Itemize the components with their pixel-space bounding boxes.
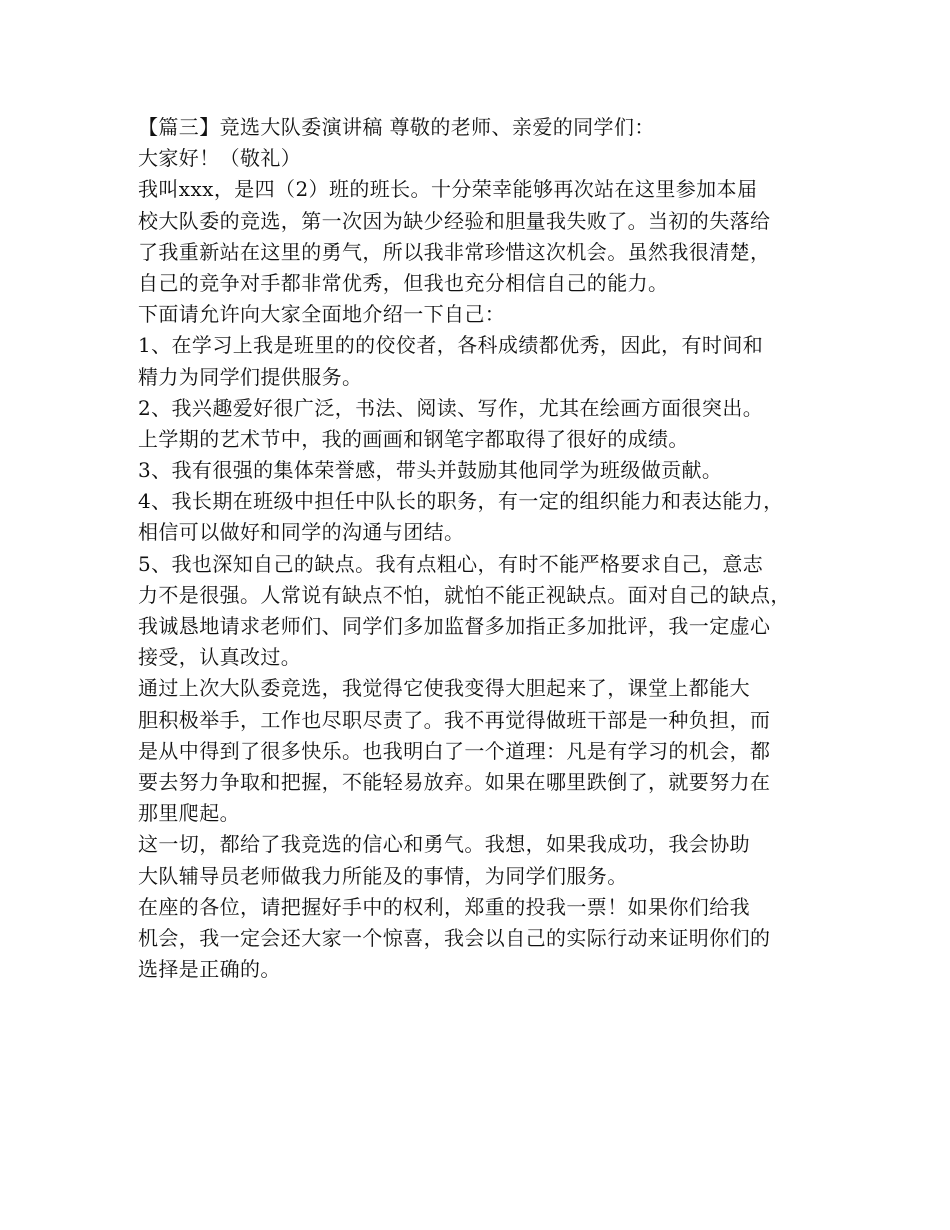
text-line: 自己的竞争对手都非常优秀，但我也充分相信自己的能力。 — [138, 270, 669, 295]
text-line: 校大队委的竞选，第一次因为缺少经验和胆量我失败了。当初的失落给 — [138, 208, 771, 233]
text-line: 下面请允许向大家全面地介绍一下自己： — [138, 302, 506, 327]
text-line: 4、我长期在班级中担任中队长的职务，有一定的组织能力和表达能力， — [138, 489, 784, 514]
text-line: 1、在学习上我是班里的的佼佼者，各科成绩都优秀，因此，有时间和 — [138, 333, 764, 358]
text-line: 接受，认真改过。 — [138, 645, 302, 670]
text-line: 精力为同学们提供服务。 — [138, 364, 363, 389]
text-line: 5、我也深知自己的缺点。我有点粗心，有时不能严格要求自己，意志 — [138, 551, 764, 576]
text-line: 大家好！（敬礼） — [138, 146, 302, 171]
text-line: 这一切，都给了我竞选的信心和勇气。我想，如果我成功，我会协助 — [138, 832, 750, 857]
text-line: 大队辅导员老师做我力所能及的事情，为同学们服务。 — [138, 863, 628, 888]
text-line: 选择是正确的。 — [138, 957, 281, 982]
text-line: 上学期的艺术节中，我的画画和钢笔字都取得了很好的成绩。 — [138, 426, 689, 451]
speech-text — [138, 112, 838, 985]
text-line: 3、我有很强的集体荣誉感，带头并鼓励其他同学为班级做贡献。 — [138, 458, 723, 483]
text-line: 2、我兴趣爱好很广泛，书法、阅读、写作，尤其在绘画方面很突出。 — [138, 395, 764, 420]
text-line: 机会，我一定会还大家一个惊喜，我会以自己的实际行动来证明你们的 — [138, 925, 771, 950]
text-line: 那里爬起。 — [138, 801, 240, 826]
text-line: 相信可以做好和同学的沟通与团结。 — [138, 520, 465, 545]
text-line: 我叫xxx，是四（2）班的班长。十分荣幸能够再次站在这里参加本届 — [138, 177, 758, 202]
text-line: 通过上次大队委竞选，我觉得它使我变得大胆起来了，课堂上都能大 — [138, 676, 750, 701]
text-line: 【篇三】竞选大队委演讲稿 尊敬的老师、亲爱的同学们： — [138, 115, 655, 139]
text-line: 是从中得到了很多快乐。也我明白了一个道理：凡是有学习的机会，都 — [138, 738, 771, 763]
text-line: 要去努力争取和把握，不能轻易放弃。如果在哪里跌倒了，就要努力在 — [138, 769, 771, 794]
text-line: 胆积极举手，工作也尽职尽责了。我不再觉得做班干部是一种负担，而 — [138, 707, 771, 732]
text-line: 力不是很强。人常说有缺点不怕，就怕不能正视缺点。面对自己的缺点， — [138, 582, 791, 607]
text-line: 我诚恳地请求老师们、同学们多加监督多加指正多加批评，我一定虚心 — [138, 614, 771, 638]
text-line: 在座的各位，请把握好手中的权利，郑重的投我一票！如果你们给我 — [138, 894, 750, 919]
text-line: 了我重新站在这里的勇气，所以我非常珍惜这次机会。虽然我很清楚， — [138, 239, 771, 264]
